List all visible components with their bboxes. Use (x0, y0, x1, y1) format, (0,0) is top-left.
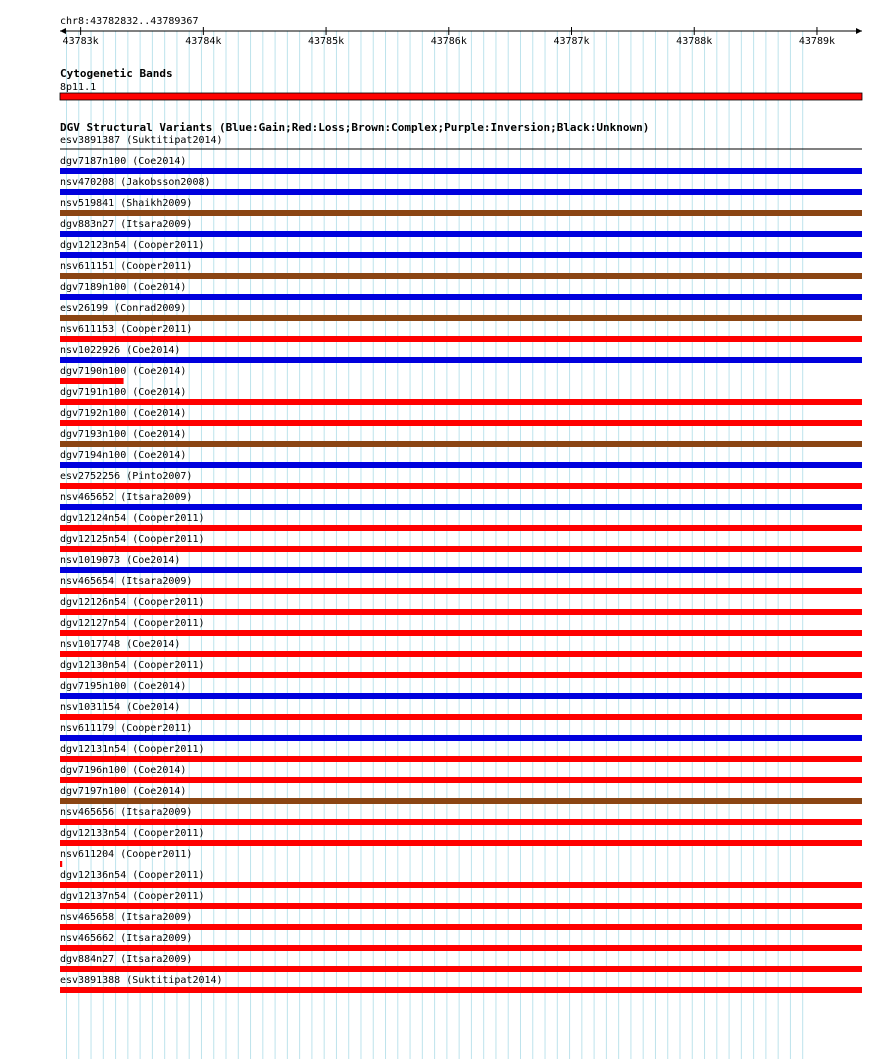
variant-label: nsv611151 (Cooper2011) (60, 261, 193, 272)
variant-label: dgv12123n54 (Cooper2011) (60, 240, 205, 251)
variant-feature[interactable] (60, 903, 862, 909)
variant-feature[interactable] (60, 441, 862, 447)
variant-label: nsv465656 (Itsara2009) (60, 807, 193, 818)
variant-label: esv3891387 (Suktitipat2014) (60, 135, 223, 146)
variant-feature[interactable] (60, 567, 862, 573)
variant-feature[interactable] (60, 672, 862, 678)
variant-feature[interactable] (60, 945, 862, 951)
variant-feature[interactable] (60, 735, 862, 741)
variant-feature[interactable] (60, 693, 862, 699)
variant-feature[interactable] (60, 630, 862, 636)
variant-label: nsv519841 (Shaikh2009) (60, 198, 193, 209)
variant-feature[interactable] (60, 252, 862, 258)
variant-label: dgv12133n54 (Cooper2011) (60, 828, 205, 839)
variant-label: nsv465652 (Itsara2009) (60, 492, 193, 503)
variant-feature[interactable] (60, 168, 862, 174)
variant-feature[interactable] (60, 210, 862, 216)
ruler-tick-label: 43784k (185, 36, 222, 47)
variant-label: dgv12130n54 (Cooper2011) (60, 660, 205, 671)
variant-feature[interactable] (60, 987, 862, 993)
variant-feature[interactable] (60, 924, 862, 930)
variant-label: dgv7194n100 (Coe2014) (60, 450, 187, 461)
variant-feature[interactable] (60, 525, 862, 531)
ruler-left-arrow-icon (60, 28, 66, 34)
variant-feature[interactable] (60, 336, 862, 342)
variant-label: nsv1019073 (Coe2014) (60, 555, 181, 566)
variant-feature[interactable] (60, 714, 862, 720)
variant-label: dgv7195n100 (Coe2014) (60, 681, 187, 692)
variant-label: dgv12125n54 (Cooper2011) (60, 534, 205, 545)
variant-label: dgv12127n54 (Cooper2011) (60, 618, 205, 629)
variant-feature[interactable] (60, 651, 862, 657)
variant-feature[interactable] (60, 189, 862, 195)
variant-feature[interactable] (60, 357, 862, 363)
ruler-tick-label: 43785k (308, 36, 345, 47)
variant-feature[interactable] (60, 273, 862, 279)
variant-feature[interactable] (60, 756, 862, 762)
variant-label: nsv470208 (Jakobsson2008) (60, 177, 211, 188)
ruler-right-arrow-icon (856, 28, 862, 34)
variant-label: dgv883n27 (Itsara2009) (60, 219, 193, 230)
variant-label: nsv611153 (Cooper2011) (60, 324, 193, 335)
variant-label: nsv1031154 (Coe2014) (60, 702, 181, 713)
variant-label: nsv611179 (Cooper2011) (60, 723, 193, 734)
ruler-region-label: chr8:43782832..43789367 (60, 16, 199, 27)
variant-feature[interactable] (60, 588, 862, 594)
variant-feature[interactable] (60, 819, 862, 825)
variant-label: nsv611204 (Cooper2011) (60, 849, 193, 860)
ruler-tick-label: 43786k (430, 36, 467, 47)
ruler-tick-label: 43788k (676, 36, 713, 47)
variant-feature[interactable] (60, 609, 862, 615)
variant-label: dgv7190n100 (Coe2014) (60, 366, 187, 377)
variant-label: dgv7191n100 (Coe2014) (60, 387, 187, 398)
variant-feature[interactable] (60, 546, 862, 552)
variant-label: dgv884n27 (Itsara2009) (60, 954, 193, 965)
variant-feature[interactable] (60, 462, 862, 468)
variant-label: dgv7196n100 (Coe2014) (60, 765, 187, 776)
variant-feature[interactable] (60, 483, 862, 489)
ruler-tick-label: 43783k (62, 36, 99, 47)
cytoband-track-title: Cytogenetic Bands (60, 67, 173, 80)
variant-label: dgv12124n54 (Cooper2011) (60, 513, 205, 524)
variant-label: nsv1022926 (Coe2014) (60, 345, 181, 356)
variant-feature[interactable] (60, 966, 862, 972)
variant-label: esv2752256 (Pinto2007) (60, 471, 193, 482)
dgv-track-title: DGV Structural Variants (Blue:Gain;Red:Loss;Brown:Complex;Purple:Inversion;Black:Unknown) (60, 121, 650, 134)
variant-feature[interactable] (60, 777, 862, 783)
variant-label: dgv7189n100 (Coe2014) (60, 282, 187, 293)
variant-label: dgv7187n100 (Coe2014) (60, 156, 187, 167)
ruler-tick-label: 43787k (553, 36, 590, 47)
variant-feature[interactable] (60, 861, 62, 867)
variant-label: nsv465654 (Itsara2009) (60, 576, 193, 587)
variant-label: dgv12136n54 (Cooper2011) (60, 870, 205, 881)
variant-feature[interactable] (60, 882, 862, 888)
ruler-ticks (63, 27, 835, 47)
variant-feature[interactable] (60, 399, 862, 405)
variant-feature[interactable] (60, 798, 862, 804)
variant-feature[interactable] (60, 378, 124, 384)
variant-feature[interactable] (60, 420, 862, 426)
variant-label: dgv12131n54 (Cooper2011) (60, 744, 205, 755)
cytoband-label: 8p11.1 (60, 82, 97, 93)
variant-feature[interactable] (60, 315, 862, 321)
variant-label: dgv7193n100 (Coe2014) (60, 429, 187, 440)
variant-label: dgv12126n54 (Cooper2011) (60, 597, 205, 608)
variant-label: nsv1017748 (Coe2014) (60, 639, 181, 650)
variant-label: esv3891388 (Suktitipat2014) (60, 975, 223, 986)
variant-label: dgv7192n100 (Coe2014) (60, 408, 187, 419)
variant-label: esv26199 (Conrad2009) (60, 303, 187, 314)
variant-feature[interactable] (60, 504, 862, 510)
variant-feature[interactable] (60, 231, 862, 237)
variant-feature[interactable] (60, 294, 862, 300)
variant-label: dgv12137n54 (Cooper2011) (60, 891, 205, 902)
variant-label: dgv7197n100 (Coe2014) (60, 786, 187, 797)
variant-label: nsv465658 (Itsara2009) (60, 912, 193, 923)
cytoband-feature[interactable] (60, 93, 862, 100)
variant-feature[interactable] (60, 840, 862, 846)
ruler-tick-label: 43789k (798, 36, 836, 47)
variant-label: nsv465662 (Itsara2009) (60, 933, 193, 944)
